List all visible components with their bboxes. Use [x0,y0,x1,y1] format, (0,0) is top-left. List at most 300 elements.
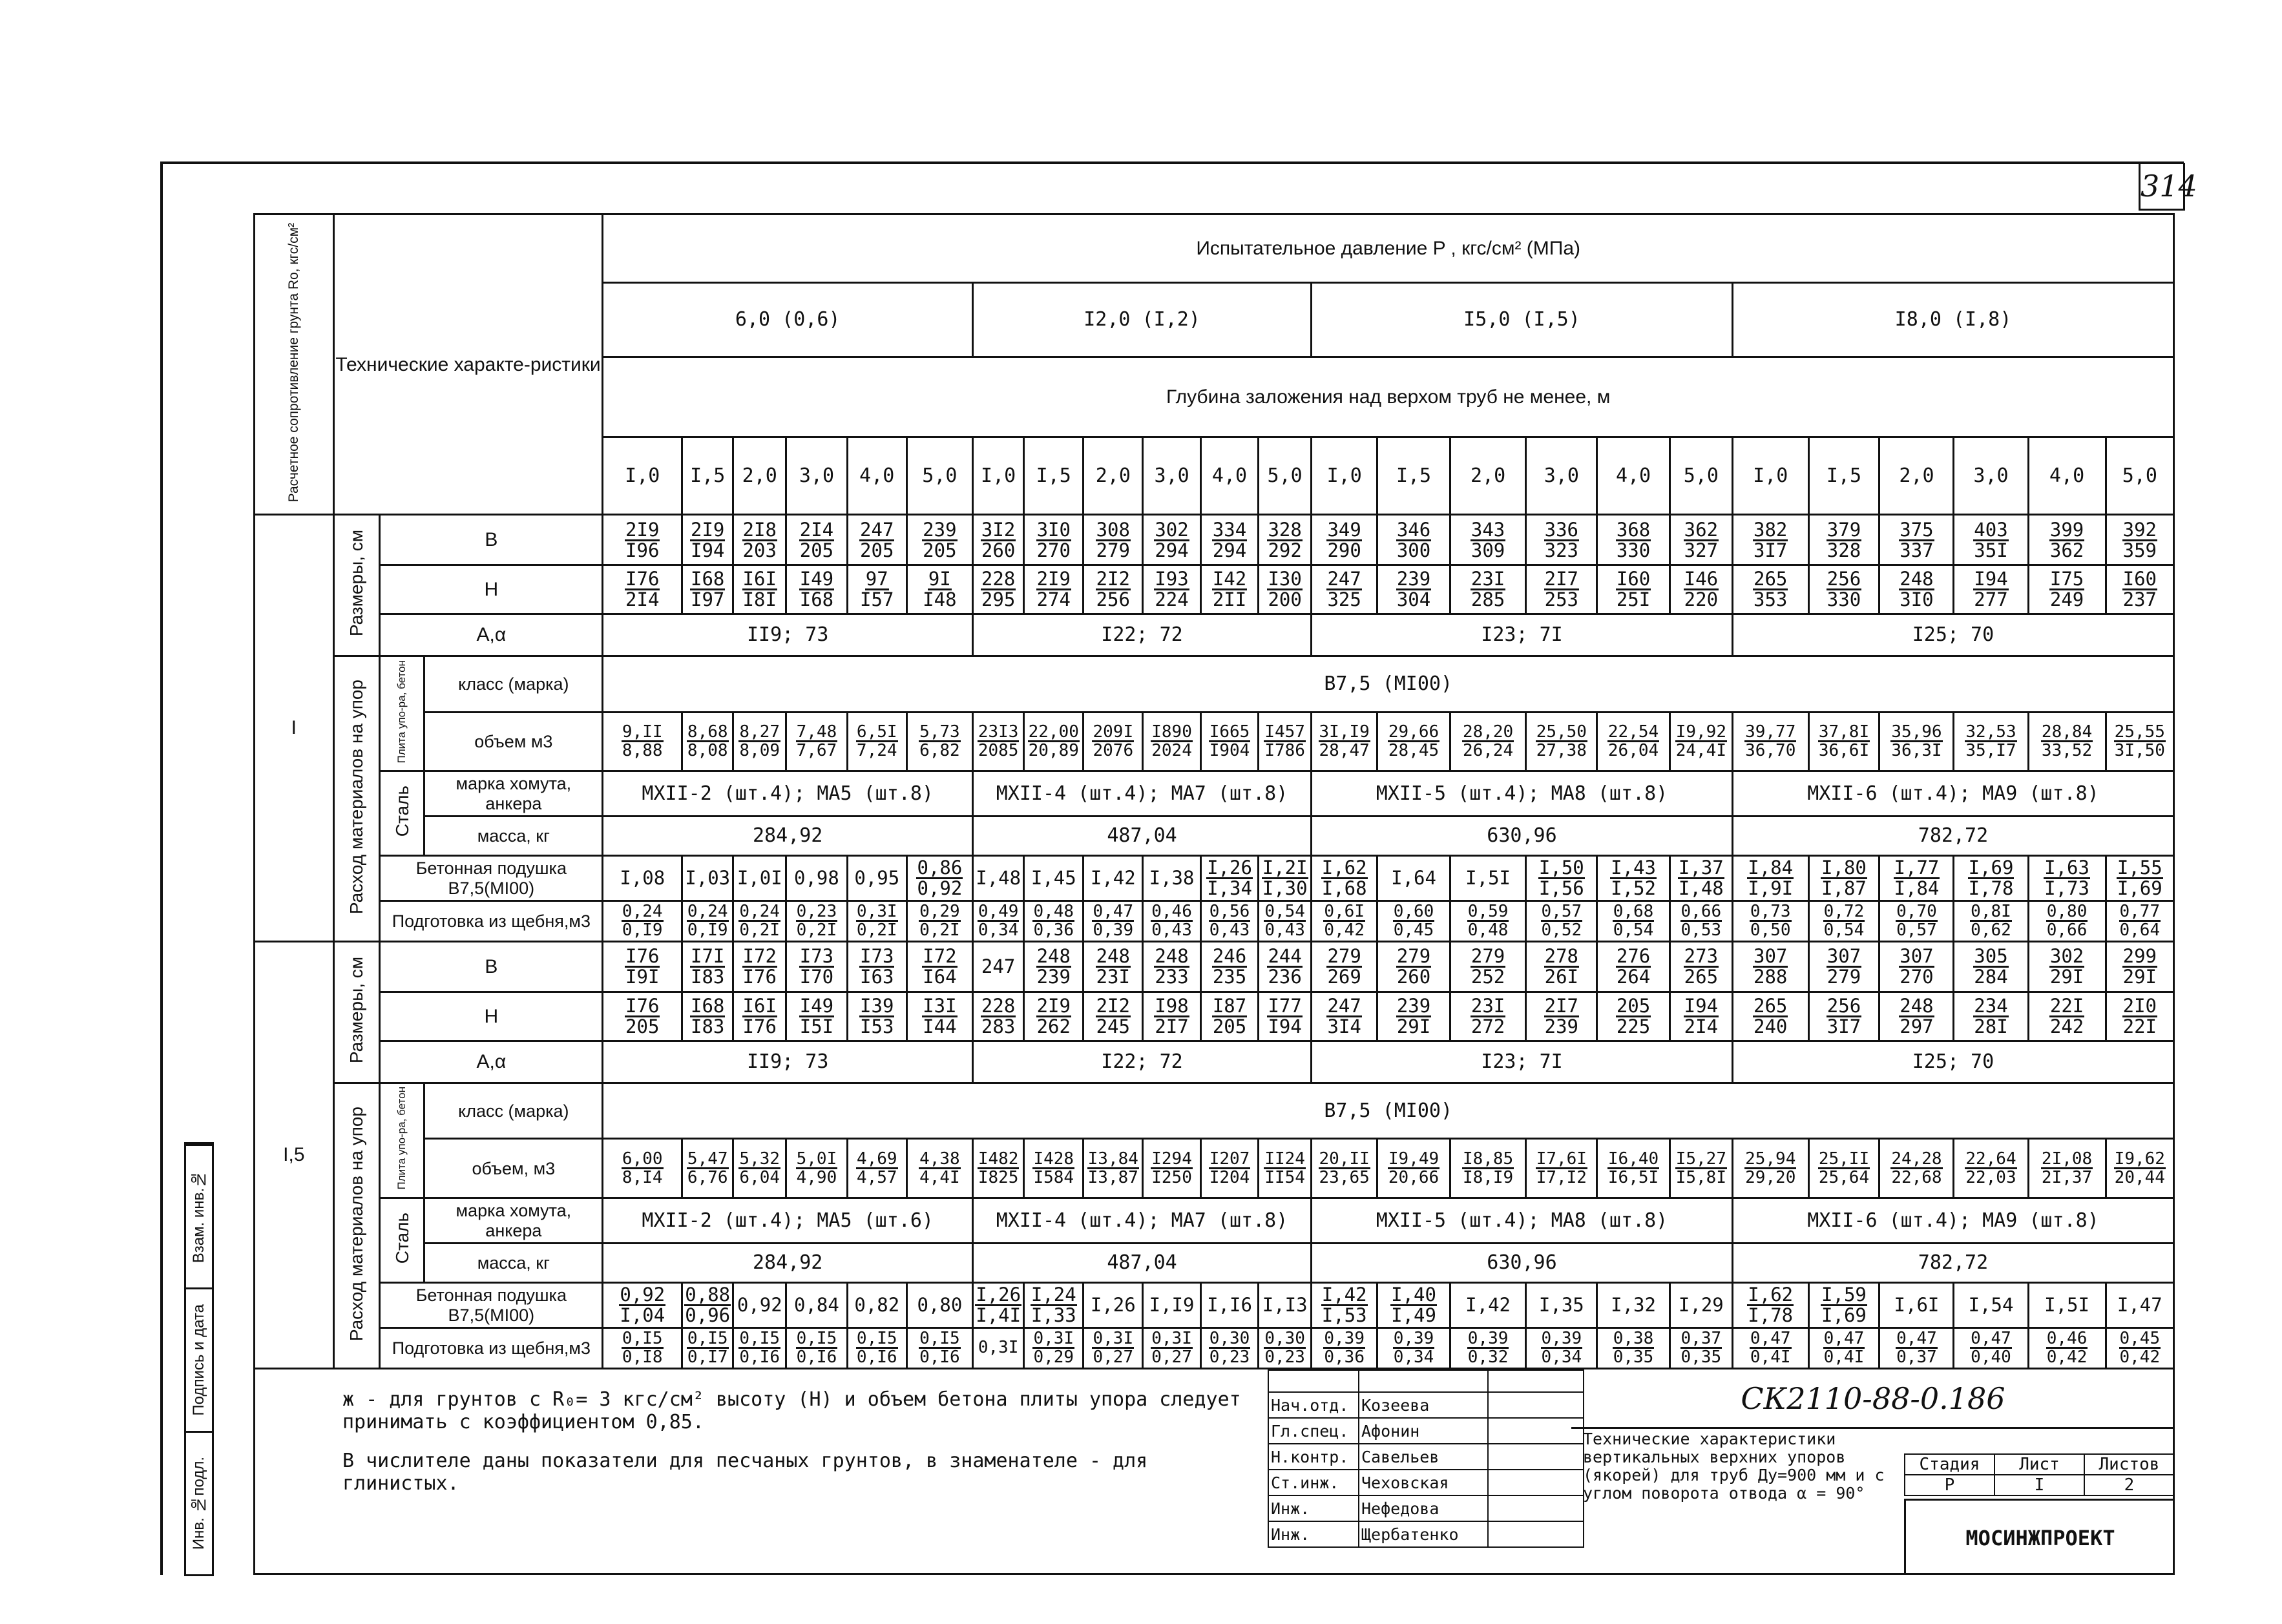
numerator: 0,3I [1151,1329,1192,1349]
value-cell [786,1327,848,1368]
value-cell [973,712,1024,771]
numerator: 0,6I [1324,902,1365,922]
value-cell: I,29 [1670,1282,1732,1327]
value-cell [2106,515,2173,565]
value-cell [2028,712,2106,771]
value-cell [1200,1327,1258,1368]
value-cell [1143,515,1200,565]
fraction-value [1209,1150,1251,1186]
value-cell [1377,1327,1450,1368]
value-cell: I,47 [2106,1282,2173,1327]
denominator: I96 [625,539,660,561]
anchor-dims: I22; 72 [973,1041,1312,1083]
denominator: 359 [2122,539,2157,561]
denominator: 4,90 [796,1168,837,1188]
denominator: 2I4 [625,588,660,611]
denominator: 28I [1974,1015,2008,1038]
fraction-value [1899,570,1934,609]
value-cell [1879,565,1954,614]
numerator: I,42 [1321,1284,1367,1306]
anchor-dims: I25; 70 [1732,614,2173,656]
value-cell [1808,565,1879,614]
value-cell [786,992,848,1041]
denominator: 4,57 [856,1168,897,1188]
denominator: 6,04 [739,1168,780,1188]
value-cell [1377,712,1450,771]
steel-marks: МХII-5 (шт.4); МА8 (шт.8) [1312,1198,1733,1243]
numerator: 0,I5 [856,1329,897,1349]
denominator: 0,34 [1541,1348,1582,1368]
fraction-value [2119,903,2161,939]
numerator: 0,I5 [687,1329,728,1349]
fraction-value [1264,1330,1306,1366]
fraction-value [981,518,1016,561]
signature-cell [1488,1444,1584,1470]
denominator: 284 [1974,966,2008,988]
denominator: 2I4 [1684,1015,1719,1038]
organization-name: МОСИНЖПРОЕКТ [1904,1499,2175,1575]
denominator: I53 [860,1015,894,1038]
denominator: 277 [1974,588,2008,611]
denominator: 240 [1753,1015,1788,1038]
numerator: I46 [1684,568,1719,590]
denominator: I7,I2 [1536,1168,1587,1188]
depth-value: I,0 [973,437,1024,515]
numerator: I,26 [976,1284,1021,1306]
denominator: 242 [2049,1015,2084,1038]
fraction-value [799,570,834,609]
denominator: 35,I7 [1965,741,2016,761]
value-cell [1259,992,1312,1041]
stage-header: Стадия [1905,1454,1994,1475]
denominator: 4,4I [919,1168,960,1188]
denominator: 205 [1212,1015,1247,1038]
depth-value: 3,0 [1526,437,1597,515]
fraction-value [1326,947,1361,986]
fraction-value [1973,518,2008,561]
denominator: 36,70 [1745,741,1796,761]
fraction-value [1209,903,1251,939]
numerator: 0,60 [1393,902,1434,922]
fraction-value [981,570,1016,609]
anchor-dims: I22; 72 [973,614,1312,656]
denominator: 205 [923,539,957,561]
tech-characteristics-header: Технические характе-ристики [335,353,601,375]
steel-marks: МХII-6 (шт.4); МА9 (шт.8) [1732,1198,2173,1243]
numerator: 244 [1268,945,1302,968]
fraction-value [687,1150,729,1186]
denominator: 0,I6 [796,1348,837,1368]
fraction-value [738,1150,780,1186]
angle-label: А,α [476,1051,507,1073]
fraction-value [1616,997,1651,1036]
value-cell [1450,712,1526,771]
fraction-value [1092,903,1134,939]
denominator: 270 [1036,539,1071,561]
numerator: 0,39 [1467,1329,1509,1349]
denominator: 20,66 [1388,1168,1439,1188]
numerator: 20,II [1319,1149,1370,1169]
value-cell [847,515,906,565]
depth-value: 3,0 [786,437,848,515]
fraction-value [796,1330,838,1366]
value-cell [1954,855,2028,900]
denominator: 0,43 [1151,921,1192,941]
fraction-value [1032,903,1074,939]
sheets-header: Листов [2084,1454,2174,1475]
fraction-value [625,947,660,986]
denominator: 2I7 [1155,1015,1189,1038]
denominator: 270 [1900,966,1934,988]
fraction-value [1212,997,1247,1036]
value-cell [847,565,906,614]
role-cell: Н.контр. [1268,1444,1359,1470]
value-cell: I,I3 [1259,1282,1312,1327]
value-cell [1670,1327,1732,1368]
denominator: I83 [691,1015,725,1038]
value-cell [1808,712,1879,771]
numerator: I,80 [1821,857,1867,879]
value-cell [1808,1282,1879,1327]
numerator: 247 [1327,995,1361,1017]
numerator: 0,45 [2119,1329,2161,1349]
denominator: 26,04 [1607,741,1659,761]
value-cell: 0,98 [786,855,848,900]
fraction-value [1264,903,1306,939]
denominator: 0,2I [919,921,960,941]
value-cell [1808,515,1879,565]
denominator: I94 [1268,1015,1302,1038]
value-cell [1597,900,1670,941]
denominator: 0,42 [2119,1348,2161,1368]
denominator: 36,6I [1818,741,1870,761]
fraction-value [1827,997,1861,1036]
value-cell [1670,900,1732,941]
depth-value: I,5 [1024,437,1083,515]
fraction-value [1616,947,1651,986]
numerator: 248 [1036,945,1071,968]
value-cell [603,1327,682,1368]
fraction-value [1096,570,1131,609]
numerator: 9,II [622,722,663,742]
value-cell: I,I6 [1200,1282,1258,1327]
marks-label: марка хомута, анкера [455,773,572,814]
value-cell [1450,992,1526,1041]
denominator: 220 [1684,588,1719,611]
denominator: 290 [1327,539,1361,561]
numerator: I7,6I [1536,1149,1587,1169]
steel-mass: 284,92 [603,816,973,855]
value-cell: I,38 [1143,855,1200,900]
numerator: I294 [1151,1149,1192,1169]
numerator: I49 [799,995,834,1017]
fraction-value [1467,1330,1509,1366]
signature-cell [1488,1370,1584,1392]
fraction-value [1326,518,1361,561]
fraction-value [742,570,777,609]
person-name: Козеева [1359,1392,1488,1418]
value-cell [682,992,733,1041]
value-cell [2106,941,2173,992]
fraction-value [1262,859,1308,898]
fraction-value [2049,947,2084,986]
denominator: 0,2I [739,921,780,941]
fraction-value [1393,1330,1435,1366]
denominator: I,49 [1391,1304,1436,1327]
numerator: 35,96 [1891,722,1942,742]
fraction-value [1036,518,1071,561]
steel-marks: МХII-4 (шт.4); МА7 (шт.8) [973,1198,1312,1243]
value-cell [1879,941,1954,992]
numerator: 0,37 [1680,1329,1722,1349]
value-cell: I,6I [1879,1282,1954,1327]
numerator: 248 [1155,945,1189,968]
numerator: 8,68 [687,722,728,742]
numerator: I98 [1155,995,1189,1017]
value-cell [1083,515,1143,565]
fraction-value [2046,1330,2088,1366]
denominator: 28,47 [1319,741,1370,761]
denominator: I584 [1033,1168,1074,1188]
fraction-value [1896,903,1938,939]
value-cell [1259,941,1312,992]
fraction-value [919,724,961,759]
value-cell [2106,565,2173,614]
fraction-value [1462,724,1514,759]
value-cell [1083,1139,1143,1198]
fraction-value [1684,518,1719,561]
denominator: I,78 [1748,1304,1794,1327]
denominator: 0,54 [1613,921,1654,941]
denominator: 0,I6 [856,1348,897,1368]
fraction-value [1323,903,1365,939]
concrete-pad-label: Бетонная подушка В7,5(МI00) [415,1285,567,1326]
denominator: 0,42 [1324,921,1365,941]
numerator: 205 [1616,995,1651,1017]
value-cell [603,712,682,771]
value-cell [682,1139,733,1198]
value-cell [1597,565,1670,614]
numerator: I7I [691,945,725,968]
anchor-dims: II9; 73 [603,614,973,656]
denominator: 353 [1753,588,1788,611]
fraction-value [1536,1150,1587,1186]
denominator: 237 [2122,588,2157,611]
denominator: I64 [923,966,957,988]
denominator: I,73 [2044,877,2089,900]
numerator: 2I7 [1544,568,1579,590]
numerator: I68 [691,995,725,1017]
value-cell [733,941,786,992]
steel-marks: МХII-2 (шт.4); МА5 (шт.6) [603,1198,973,1243]
value-cell [1143,712,1200,771]
value-cell [1526,992,1597,1041]
value-cell [2028,515,2106,565]
fraction-value [1613,1330,1655,1366]
material-consumption-label: Расход материалов на упор [346,1106,367,1341]
fraction-value [1894,859,1940,898]
denominator: 27,38 [1536,741,1587,761]
steel-mass: 782,72 [1732,816,2173,855]
value-cell [1732,992,1808,1041]
denominator: 0,40 [1971,1348,2011,1368]
numerator: 368 [1616,518,1651,541]
value-cell [682,941,733,992]
fraction-value [796,903,838,939]
steel-mass: 630,96 [1312,1243,1733,1282]
class-label: класс (марка) [458,674,569,694]
denominator: 285 [1471,588,1505,611]
side-stamp [184,1142,214,1576]
value-cell [847,1327,906,1368]
fraction-value [622,1330,664,1366]
role-cell: Инж. [1268,1495,1359,1521]
denominator: 25I [1616,588,1651,611]
value-cell [1732,565,1808,614]
concrete-class: В7,5 (МI00) [603,656,2174,712]
fraction-value [1031,1286,1077,1325]
value-cell [2106,1139,2173,1198]
value-cell [1312,712,1377,771]
numerator: I,37 [1678,857,1724,879]
denominator: 0,36 [1033,921,1074,941]
fraction-value [1209,724,1251,759]
depth-value: 3,0 [1954,437,2028,515]
numerator: I93 [1155,568,1189,590]
numerator: 22,54 [1607,722,1659,742]
fraction-value [922,570,957,609]
denominator: I68 [799,588,834,611]
value-cell [906,1139,972,1198]
value-cell [1312,992,1377,1041]
fraction-value [978,1150,1020,1186]
fraction-value [1319,724,1370,759]
value-cell [906,515,972,565]
value-cell [1312,900,1377,941]
sizes-label: Размеры, см [346,530,367,637]
denominator: 26I [1544,966,1579,988]
value-cell [1954,941,2028,992]
denominator: I250 [1151,1168,1192,1188]
numerator: 0,73 [1750,902,1791,922]
value-cell [1597,941,1670,992]
value-cell [1143,1139,1200,1198]
numerator: 0,59 [1467,902,1509,922]
fraction-value [1890,724,1942,759]
value-cell [847,992,906,1041]
fraction-value [1827,947,1861,986]
value-cell [1259,855,1312,900]
denominator: I786 [1264,741,1305,761]
value-cell [603,1282,682,1327]
signature-cell [1488,1521,1584,1547]
numerator: 0,86 [917,857,963,879]
role-cell: Гл.спец. [1268,1418,1359,1444]
fraction-value [619,1286,665,1325]
denominator: 362 [2049,539,2084,561]
numerator: 32,53 [1965,722,2016,742]
numerator: 5,0I [796,1149,837,1169]
fraction-value [1471,570,1505,609]
value-cell: I,35 [1526,1282,1597,1327]
numerator: I,40 [1391,1284,1436,1306]
slab-concrete-label: Плита упо-ра, бетон [395,660,408,764]
numerator: 343 [1471,518,1505,541]
soil-resistance-header: Расчетное сопротивление грунта Ro, кгс/см² [286,222,301,502]
numerator: 336 [1544,518,1579,541]
steel-mass: 487,04 [973,1243,1312,1282]
denominator: I204 [1209,1168,1250,1188]
angle-label: А,α [476,624,507,646]
denominator: I,56 [1538,877,1584,900]
numerator: 0,23 [796,902,837,922]
denominator: 0,2I [856,921,897,941]
fraction-value [1675,724,1727,759]
value-cell [1879,712,1954,771]
fraction-value [1264,1150,1306,1186]
fraction-value [1032,1330,1074,1366]
numerator: I42 [1212,568,1247,590]
sheet-number: 314 [2139,163,2185,211]
fraction-value [2122,947,2157,986]
numerator: 3I,I9 [1319,722,1370,742]
numerator: 0,24 [622,902,663,922]
numerator: I890 [1151,722,1192,742]
denominator: I76 [742,1015,777,1038]
value-cell [1954,900,2028,941]
numerator: I76 [625,995,660,1017]
value-cell [1670,565,1732,614]
numerator: 248 [1900,568,1934,590]
value-cell [1732,855,1808,900]
value-cell [1377,1139,1450,1198]
numerator: 0,47 [1896,1329,1937,1349]
numerator: 399 [2049,518,2084,541]
denominator: 260 [1396,966,1431,988]
value-cell [1808,855,1879,900]
anchor-dims: I23; 7I [1312,614,1733,656]
numerator: 0,3I [1033,1329,1074,1349]
denominator: I,84 [1894,877,1940,900]
denominator: 279 [1096,539,1130,561]
fraction-value [1680,903,1722,939]
numerator: 2I2 [1096,568,1130,590]
value-cell [1377,941,1450,992]
numerator: 97 [865,568,888,590]
value-cell [1670,941,1732,992]
fraction-value [796,724,838,759]
denominator: 337 [1900,539,1934,561]
value-cell [1526,1139,1597,1198]
fraction-value [1678,859,1724,898]
numerator: 0,57 [1541,902,1582,922]
fraction-value [1544,518,1579,561]
depth-value: 4,0 [2028,437,2106,515]
numerator: I6,40 [1607,1149,1659,1169]
value-cell [1954,1139,2028,1198]
numerator: I,55 [2117,857,2162,879]
numerator: 0,39 [1324,1329,1365,1349]
fraction-value [1823,903,1865,939]
numerator: 0,8I [1971,902,2011,922]
value-cell: I,32 [1597,1282,1670,1327]
numerator: 2I8 [742,518,777,541]
numerator: 0,47 [1971,1329,2011,1349]
value-cell [1808,1139,1879,1198]
fraction-value [1388,1150,1439,1186]
fraction-value [1267,518,1302,561]
denominator: I94 [691,539,725,561]
